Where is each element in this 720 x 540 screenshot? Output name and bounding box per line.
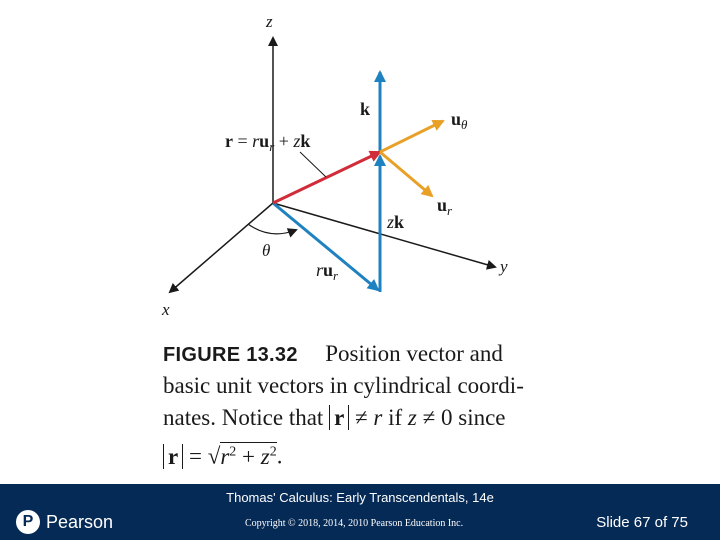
u-r-vector xyxy=(380,152,432,196)
slide-footer xyxy=(0,484,720,540)
slide-number: Slide 67 of 75 xyxy=(596,514,688,531)
position-equation: $r = ru_r$ + zk xyxy=(225,131,311,154)
y-axis xyxy=(273,203,495,267)
pearson-brand: Pearson xyxy=(46,512,114,532)
x-axis-label: x xyxy=(162,300,170,319)
caption-line-1 xyxy=(163,340,503,369)
caption-line-3: nates. Notice that r ≠ r if z ≠ 0 since xyxy=(163,405,506,430)
position-vector xyxy=(273,152,380,203)
k-label: k xyxy=(360,99,371,119)
theta-label: θ xyxy=(262,241,271,260)
theta-arc xyxy=(248,224,296,234)
zk-label: zk xyxy=(387,212,405,232)
u-theta-vector xyxy=(380,121,443,152)
caption-line-4: $r = √r^2 + z^2$. xyxy=(163,438,282,471)
z-axis-label: z xyxy=(266,12,273,31)
equation-leader-line xyxy=(300,152,326,177)
u-r-label: $u_r$ xyxy=(437,195,453,218)
course-title: Thomas' Calculus: Early Transcendentals, 14e xyxy=(226,490,494,505)
copyright-notice: Copyright © 2018, 2014, 2010 Pearson Education Inc. xyxy=(245,518,464,529)
abs-r-2: r xyxy=(163,444,183,469)
u-theta-label: $u_\theta$ xyxy=(451,109,468,132)
pearson-logo-icon: P xyxy=(16,510,40,534)
caption-text-1: Position vector and xyxy=(325,341,503,366)
abs-r: r xyxy=(329,405,349,430)
sqrt-sign: √ xyxy=(207,443,221,469)
figure-number: FIGURE 13.32 xyxy=(163,344,298,366)
x-axis xyxy=(170,203,273,292)
caption-line-2: basic unit vectors in cylindrical coordi- xyxy=(163,373,524,398)
r-ur-label: $ru_r$ xyxy=(316,260,339,283)
sqrt-radicand: $r^2 + z^2$ xyxy=(220,443,277,469)
y-axis-label: y xyxy=(500,257,508,276)
